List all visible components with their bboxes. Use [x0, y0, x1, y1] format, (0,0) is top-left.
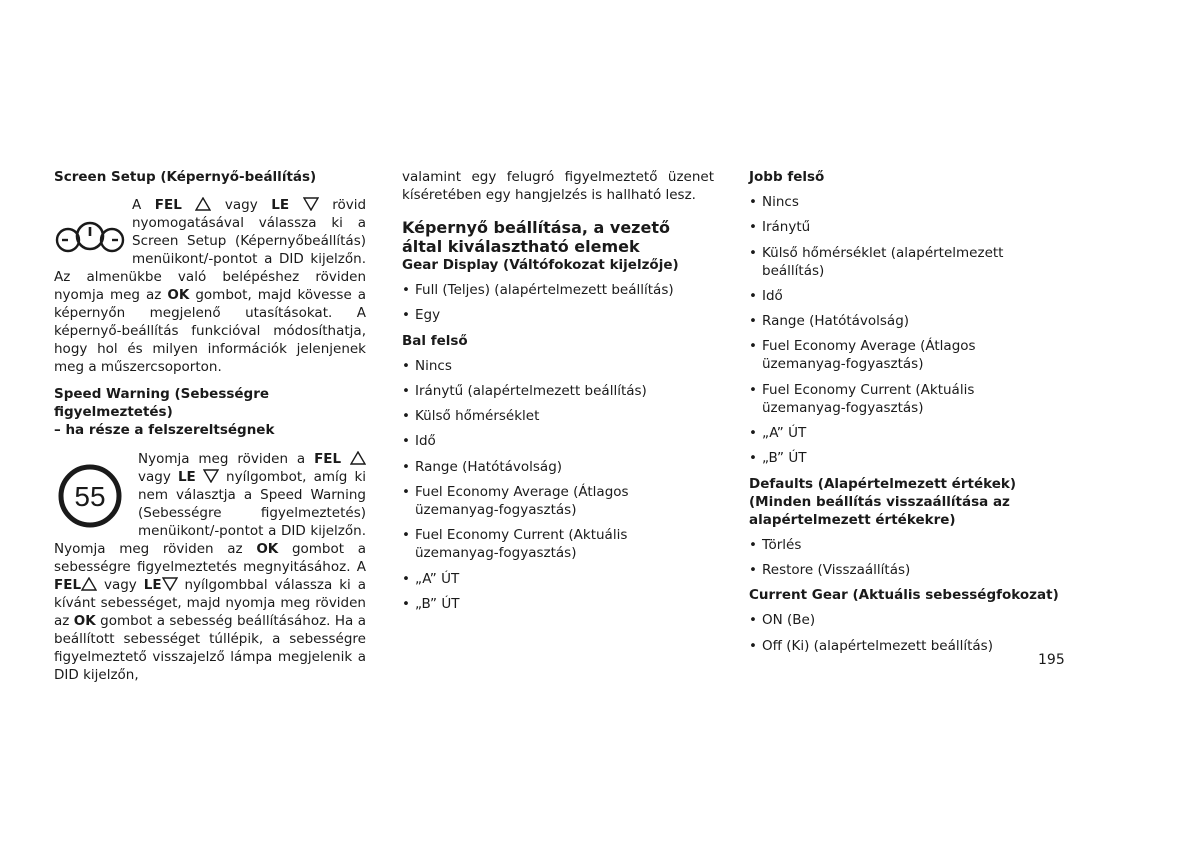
middle-column — [402, 168, 714, 620]
list-item: • „A” ÚT — [402, 570, 714, 588]
gauge-cluster-icon — [54, 220, 126, 256]
section-title: Képernyő beállítása, a vezető által kiválasztható elemek — [402, 218, 670, 256]
jobb-felso-heading: Jobb felső — [749, 169, 825, 185]
page-number: 195 — [1038, 652, 1065, 668]
list-item: • Range (Hatótávolság) — [749, 312, 1061, 330]
up-triangle-icon — [81, 577, 97, 591]
down-triangle-icon — [203, 469, 219, 483]
screen-setup-heading: Screen Setup (Képernyő-beállítás) — [54, 169, 317, 185]
down-triangle-icon — [303, 197, 319, 211]
current-gear-heading: Current Gear (Aktuális sebességfokozat) — [749, 587, 1059, 604]
list-item: • Idő — [402, 432, 714, 450]
list-item: • ON (Be) — [749, 611, 1061, 629]
bal-felso-list — [402, 357, 714, 613]
list-item: • Fuel Economy Average (Átlagos üzemanyag-fogyasztás) — [402, 483, 714, 519]
speed-warning-paragraph: 55 Nyomja meg röviden a FEL vagy LE nyílgombot, amíg ki nem választja a Speed Warning (Sebességre figyelmeztetés) menüikont/-pontot a DID kijelzőn. Nyomja meg röviden az OK gombot a sebességre figyelmeztetés megnyitásához. A FEL vagy LE nyílgombbal válassza ki a kívánt sebességet, majd nyomja meg röviden az OK gombot a sebesség beállításához. Ha a beállított sebességet túllépik, a sebességre figyelmeztető visszajelző lámpa megjelenik a DID kijelzőn, — [54, 451, 367, 683]
speed-limit-icon — [54, 464, 130, 528]
list-item: • „B” ÚT — [749, 449, 1061, 467]
bal-felso-heading: Bal felső — [402, 332, 468, 349]
list-item: • Range (Hatótávolság) — [402, 458, 714, 476]
jobb-felso-list — [749, 193, 1061, 467]
list-item: • Nincs — [402, 357, 714, 375]
list-item: • Iránytű — [749, 218, 1061, 236]
list-item: • Off (Ki) (alapértelmezett beállítás) — [749, 637, 1061, 655]
list-item: • Nincs — [749, 193, 1061, 211]
up-triangle-icon — [195, 197, 211, 211]
list-item: • Fuel Economy Current (Aktuális üzemanyag-fogyasztás) — [749, 381, 1061, 417]
defaults-heading: Defaults (Alapértelmezett értékek) (Minden beállítás visszaállítása az alapértelmezett értékekre) — [749, 475, 1017, 528]
svg-text:55: 55 — [74, 481, 106, 512]
list-item: • Iránytű (alapértelmezett beállítás) — [402, 382, 714, 400]
list-item: • Egy — [402, 306, 714, 324]
down-triangle-icon — [162, 577, 178, 591]
list-item: • Fuel Economy Current (Aktuális üzemanyag-fogyasztás) — [402, 526, 714, 562]
list-item: • Restore (Visszaállítás) — [749, 561, 1061, 579]
speed-warning-heading: Speed Warning (Sebességre figyelmeztetés) – ha része a felszereltségnek — [54, 386, 275, 438]
continuation-paragraph: valamint egy felugró figyelmeztető üzenet kíséretében egy hangjelzés is hallható lesz. — [402, 169, 714, 203]
current-gear-list — [749, 611, 1061, 654]
list-item: • Törlés — [749, 536, 1061, 554]
left-column — [54, 168, 366, 684]
screen-setup-paragraph: A FEL vagy LE rövid nyomogatásával válassza ki a Screen Setup (Képernyőbeállítás) menüikont/-pontot a DID kijelzőn. Az almenükbe való belépéshez röviden nyomja meg az OK gombot, majd kövesse a képernyőn megjelenő utasításokat. A képernyő-beállítás funkcióval módosíthatja, hogy hol és milyen információk jelenjenek meg a műszercsoporton. — [54, 197, 367, 375]
list-item: • „B” ÚT — [402, 595, 714, 613]
list-item: • „A” ÚT — [749, 424, 1061, 442]
list-item: • Fuel Economy Average (Átlagos üzemanyag-fogyasztás) — [749, 337, 1061, 373]
list-item: • Külső hőmérséklet (alapértelmezett beállítás) — [749, 244, 1061, 280]
gear-display-heading: Gear Display (Váltófokozat kijelzője) — [402, 257, 679, 273]
right-column — [749, 168, 1061, 662]
up-triangle-icon — [350, 451, 366, 465]
gear-display-list — [402, 281, 714, 324]
list-item: • Full (Teljes) (alapértelmezett beállítás) — [402, 281, 714, 299]
list-item: • Idő — [749, 287, 1061, 305]
list-item: • Külső hőmérséklet — [402, 407, 714, 425]
defaults-list — [749, 536, 1061, 579]
